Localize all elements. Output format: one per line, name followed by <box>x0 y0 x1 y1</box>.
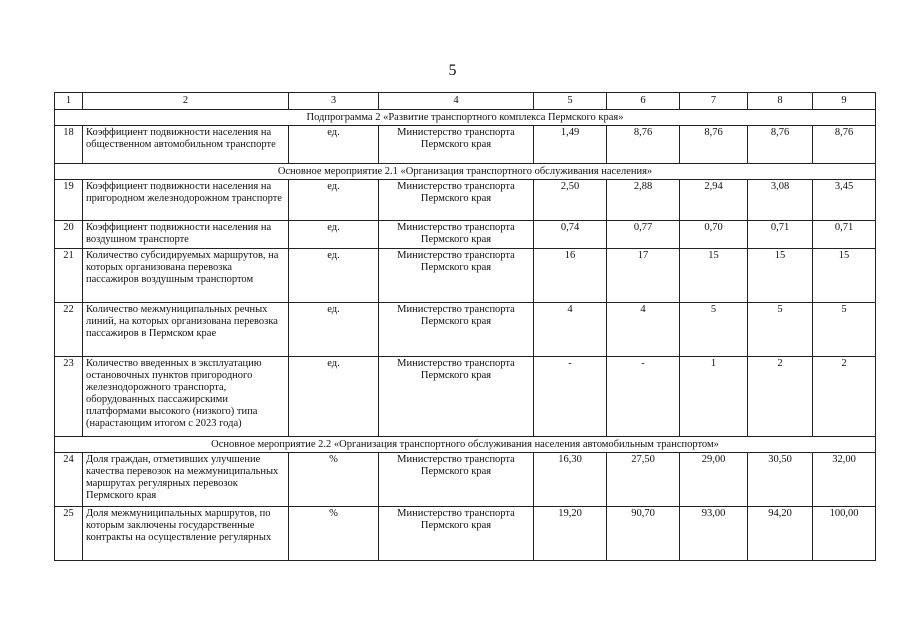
value-cell: 2,50 <box>534 180 607 221</box>
responsible-cell: Министерство транспорта Пермского края <box>379 249 534 303</box>
value-cell: 0,77 <box>607 221 680 249</box>
row-number: 21 <box>55 249 83 303</box>
value-cell: 3,08 <box>748 180 813 221</box>
table-row <box>55 249 876 303</box>
column-number: 6 <box>607 93 680 110</box>
section-title: Основное мероприятие 2.2 «Организация транспортного обслуживания населения автомобильным транспортом» <box>55 437 876 453</box>
section-title: Основное мероприятие 2.1 «Организация транспортного обслуживания населения» <box>55 164 876 180</box>
indicators-table <box>54 92 876 561</box>
row-number: 23 <box>55 357 83 437</box>
row-number: 22 <box>55 303 83 357</box>
responsible-cell: Министерство транспорта Пермского края <box>379 180 534 221</box>
value-cell: 2 <box>748 357 813 437</box>
value-cell: 15 <box>680 249 748 303</box>
row-number: 19 <box>55 180 83 221</box>
indicator-name: Доля граждан, отметивших улучшение качества перевозок на межмуниципальных маршрутах регулярных перевозок Пермского края <box>83 453 289 507</box>
indicator-name: Количество межмуниципальных речных линий, на которых организована перевозка пассажиров в Пермском крае <box>83 303 289 357</box>
responsible-cell: Министерство транспорта Пермского края <box>379 357 534 437</box>
table-row <box>55 303 876 357</box>
value-cell: 27,50 <box>607 453 680 507</box>
responsible-cell: Министерство транспорта Пермского края <box>379 303 534 357</box>
column-number: 4 <box>379 93 534 110</box>
value-cell: 0,71 <box>748 221 813 249</box>
section-header-row <box>55 164 876 180</box>
row-number: 24 <box>55 453 83 507</box>
table-row <box>55 126 876 164</box>
value-cell: 4 <box>534 303 607 357</box>
table-row <box>55 221 876 249</box>
value-cell: 19,20 <box>534 507 607 561</box>
value-cell: 8,76 <box>748 126 813 164</box>
value-cell: 29,00 <box>680 453 748 507</box>
value-cell: 3,45 <box>813 180 876 221</box>
value-cell: - <box>607 357 680 437</box>
value-cell: 2,94 <box>680 180 748 221</box>
value-cell: 5 <box>680 303 748 357</box>
value-cell: 4 <box>607 303 680 357</box>
value-cell: 0,70 <box>680 221 748 249</box>
value-cell: 93,00 <box>680 507 748 561</box>
indicator-name: Коэффициент подвижности населения на воздушном транспорте <box>83 221 289 249</box>
unit-cell: ед. <box>289 180 379 221</box>
unit-cell: ед. <box>289 357 379 437</box>
value-cell: 8,76 <box>813 126 876 164</box>
unit-cell: % <box>289 453 379 507</box>
table-row <box>55 357 876 437</box>
responsible-cell: Министерство транспорта Пермского края <box>379 126 534 164</box>
column-number: 1 <box>55 93 83 110</box>
indicator-name: Коэффициент подвижности населения на общественном автомобильном транспорте <box>83 126 289 164</box>
section-header-row <box>55 110 876 126</box>
column-number: 8 <box>748 93 813 110</box>
value-cell: 2 <box>813 357 876 437</box>
unit-cell: ед. <box>289 221 379 249</box>
section-header-row <box>55 437 876 453</box>
table-row <box>55 507 876 561</box>
value-cell: 15 <box>813 249 876 303</box>
row-number: 20 <box>55 221 83 249</box>
table-row <box>55 180 876 221</box>
responsible-cell: Министерство транспорта Пермского края <box>379 221 534 249</box>
value-cell: 0,74 <box>534 221 607 249</box>
value-cell: 16,30 <box>534 453 607 507</box>
value-cell: 100,00 <box>813 507 876 561</box>
value-cell: 16 <box>534 249 607 303</box>
value-cell: 0,71 <box>813 221 876 249</box>
value-cell: 1,49 <box>534 126 607 164</box>
responsible-cell: Министерство транспорта Пермского края <box>379 507 534 561</box>
responsible-cell: Министерство транспорта Пермского края <box>379 453 534 507</box>
section-title: Подпрограмма 2 «Развитие транспортного комплекса Пермского края» <box>55 110 876 126</box>
value-cell: 8,76 <box>607 126 680 164</box>
unit-cell: ед. <box>289 303 379 357</box>
indicator-name: Коэффициент подвижности населения на пригородном железнодорожном транспорте <box>83 180 289 221</box>
column-number: 9 <box>813 93 876 110</box>
table-row <box>55 453 876 507</box>
unit-cell: ед. <box>289 126 379 164</box>
value-cell: 5 <box>813 303 876 357</box>
value-cell: - <box>534 357 607 437</box>
row-number: 25 <box>55 507 83 561</box>
unit-cell: ед. <box>289 249 379 303</box>
value-cell: 8,76 <box>680 126 748 164</box>
value-cell: 15 <box>748 249 813 303</box>
column-number-header-row <box>55 93 876 110</box>
column-number: 3 <box>289 93 379 110</box>
unit-cell: % <box>289 507 379 561</box>
page-number: 5 <box>448 62 457 79</box>
column-number: 7 <box>680 93 748 110</box>
value-cell: 2,88 <box>607 180 680 221</box>
value-cell: 30,50 <box>748 453 813 507</box>
indicator-name: Количество введенных в эксплуатацию остановочных пунктов пригородного железнодорожного транспорта, оборудованных пассажирскими платформами высокого (низкого) типа (нарастающим итогом с 2023 года) <box>83 357 289 437</box>
indicator-name: Количество субсидируемых маршрутов, на которых организована перевозка пассажиров воздушным транспортом <box>83 249 289 303</box>
column-number: 2 <box>83 93 289 110</box>
value-cell: 1 <box>680 357 748 437</box>
value-cell: 17 <box>607 249 680 303</box>
value-cell: 32,00 <box>813 453 876 507</box>
value-cell: 90,70 <box>607 507 680 561</box>
value-cell: 94,20 <box>748 507 813 561</box>
indicator-name: Доля межмуниципальных маршрутов, по которым заключены государственные контракты на осуществление регулярных <box>83 507 289 561</box>
row-number: 18 <box>55 126 83 164</box>
value-cell: 5 <box>748 303 813 357</box>
column-number: 5 <box>534 93 607 110</box>
